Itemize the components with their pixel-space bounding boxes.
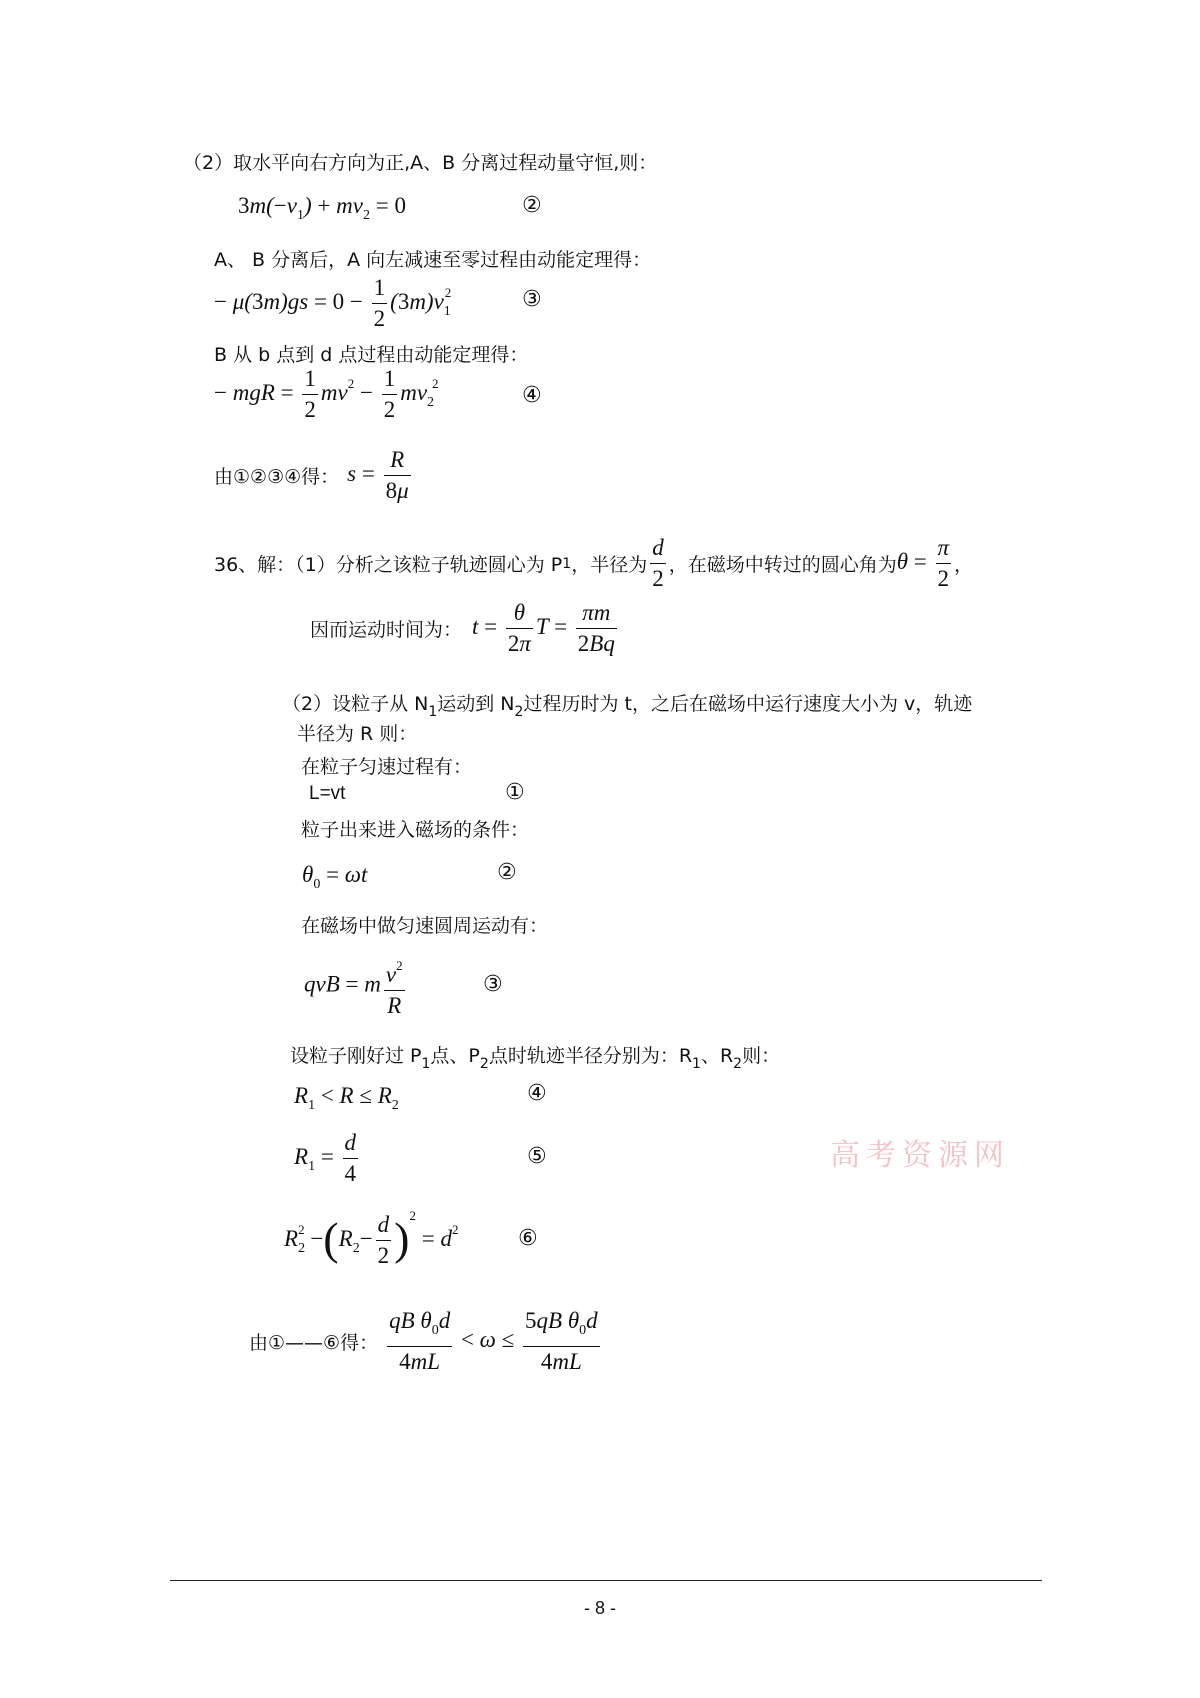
equation-label-3: ③ bbox=[522, 287, 542, 312]
q36-equation-label-5: ⑤ bbox=[527, 1144, 547, 1169]
radii-line bbox=[290, 1041, 780, 1072]
q36-intro-mid2: ，在磁场中转过的圆心角为 bbox=[668, 554, 897, 576]
q36-intro-prefix: 36、解：（1）分析之该粒子轨迹圆心为 P bbox=[214, 554, 563, 576]
radii-sub2: 2 bbox=[479, 1056, 489, 1072]
result-prefix: 由①②③④得： bbox=[214, 466, 340, 488]
energy-equation-b: − mgR = $\frac{1}{2}$ $mv^2$ − $\frac{1}{2}$ $mv_2^2$ bbox=[214, 366, 439, 422]
radii-c: 点时轨迹半径分别为：R bbox=[488, 1045, 693, 1067]
radii-sub4: 2 bbox=[733, 1056, 743, 1072]
radii-e: 则： bbox=[742, 1045, 781, 1067]
q36-equation-label-1: ① bbox=[505, 780, 525, 805]
line-a-separation: A、 B 分离后，A 向左减速至零过程由动能定理得： bbox=[214, 249, 652, 271]
result-s: 由①②③④得： s = $\frac{R}{8\mu}$ bbox=[214, 447, 409, 503]
radii-b: 点、P bbox=[430, 1045, 480, 1067]
q36-equation-label-2: ② bbox=[497, 860, 517, 885]
equation-label-2: ② bbox=[522, 193, 542, 218]
q36-part2-1a: （2）设粒子从 N bbox=[282, 693, 429, 715]
q36-equation-label-3: ③ bbox=[483, 972, 503, 997]
page-number: - 8 - bbox=[583, 1598, 616, 1618]
r2-equation: $R_2^2 -(R_2-$ $\frac{d}{2}$ )$^2 = d^2$ bbox=[284, 1208, 459, 1269]
uniform-line: 在粒子匀速过程有： bbox=[301, 756, 473, 778]
radii-sub3: 1 bbox=[692, 1056, 701, 1072]
q36-part2-line1 bbox=[282, 689, 972, 720]
footer-rule bbox=[170, 1580, 1042, 1581]
radius-inequality: $R_1 < R \le R_2$ bbox=[294, 1083, 399, 1113]
equation-label-4: ④ bbox=[522, 383, 542, 408]
lorentz-equation: qvB = m $\frac{v^2}{R}$ bbox=[304, 951, 408, 1021]
q36-part2-sub1: 1 bbox=[428, 704, 438, 720]
momentum-equation: $3m(-v_1) + mv_2 = 0$ bbox=[238, 193, 406, 223]
final-prefix: 由①——⑥得： bbox=[249, 1332, 379, 1354]
r1-equation: $R_1$ = $\frac{d}{4}$ bbox=[294, 1130, 357, 1186]
radii-sub1: 1 bbox=[421, 1056, 431, 1072]
final-result: 由①——⑥得： $\frac{qB \theta_0d}{4mL}$ < ω ≤ $\frac{5qB \theta_0d}{4mL}$ bbox=[249, 1308, 598, 1374]
radii-a: 设粒子刚好过 P bbox=[290, 1045, 422, 1067]
q36-equation-label-6: ⑥ bbox=[518, 1226, 538, 1251]
q36-intro-mid: ，半径为 bbox=[571, 554, 648, 576]
line-b-energy: B 从 b 点到 d 点过程由动能定理得： bbox=[214, 344, 529, 366]
q36-part2-line2: 半径为 R 则： bbox=[297, 723, 418, 745]
part2-intro: （2）取水平向右方向为正,A、B 分离过程动量守恒,则： bbox=[183, 152, 658, 174]
circular-line: 在磁场中做匀速圆周运动有： bbox=[301, 915, 549, 937]
time-equation: 因而运动时间为： t = $\frac{\theta}{2\pi}$ T = $\frac{\pi m}{2Bq}$ bbox=[310, 600, 615, 656]
q36-intro-sub: 1 bbox=[562, 555, 572, 572]
q36-part2-1b: 运动到 N bbox=[437, 693, 515, 715]
radii-d: 、R bbox=[700, 1045, 734, 1067]
q36-part2-1c: 过程历时为 t，之后在磁场中运行速度大小为 v，轨迹 bbox=[523, 693, 973, 715]
eq-l-vt: L=vt bbox=[309, 783, 346, 804]
energy-equation-a: − μ(3m)gs = 0 − $\frac{1}{2}$ $(3m)v_1^2$ bbox=[214, 275, 452, 331]
q36-equation-label-4: ④ bbox=[527, 1081, 547, 1106]
q36-intro: 36、解：（1）分析之该粒子轨迹圆心为 P 1 ，半径为 $\frac{d}{2}$ ，在磁场中转过的圆心角为 θ = $\frac{\pi}{2}$ ， bbox=[214, 535, 974, 591]
time-prefix: 因而运动时间为： bbox=[310, 619, 463, 641]
q36-intro-end: ， bbox=[954, 554, 974, 576]
condition-line: 粒子出来进入磁场的条件： bbox=[301, 819, 530, 841]
q36-part2-sub2: 2 bbox=[514, 704, 524, 720]
watermark: 高考资源网 bbox=[830, 1138, 1010, 1173]
theta-equation: $\theta_0 = \omega t$ bbox=[302, 862, 368, 892]
